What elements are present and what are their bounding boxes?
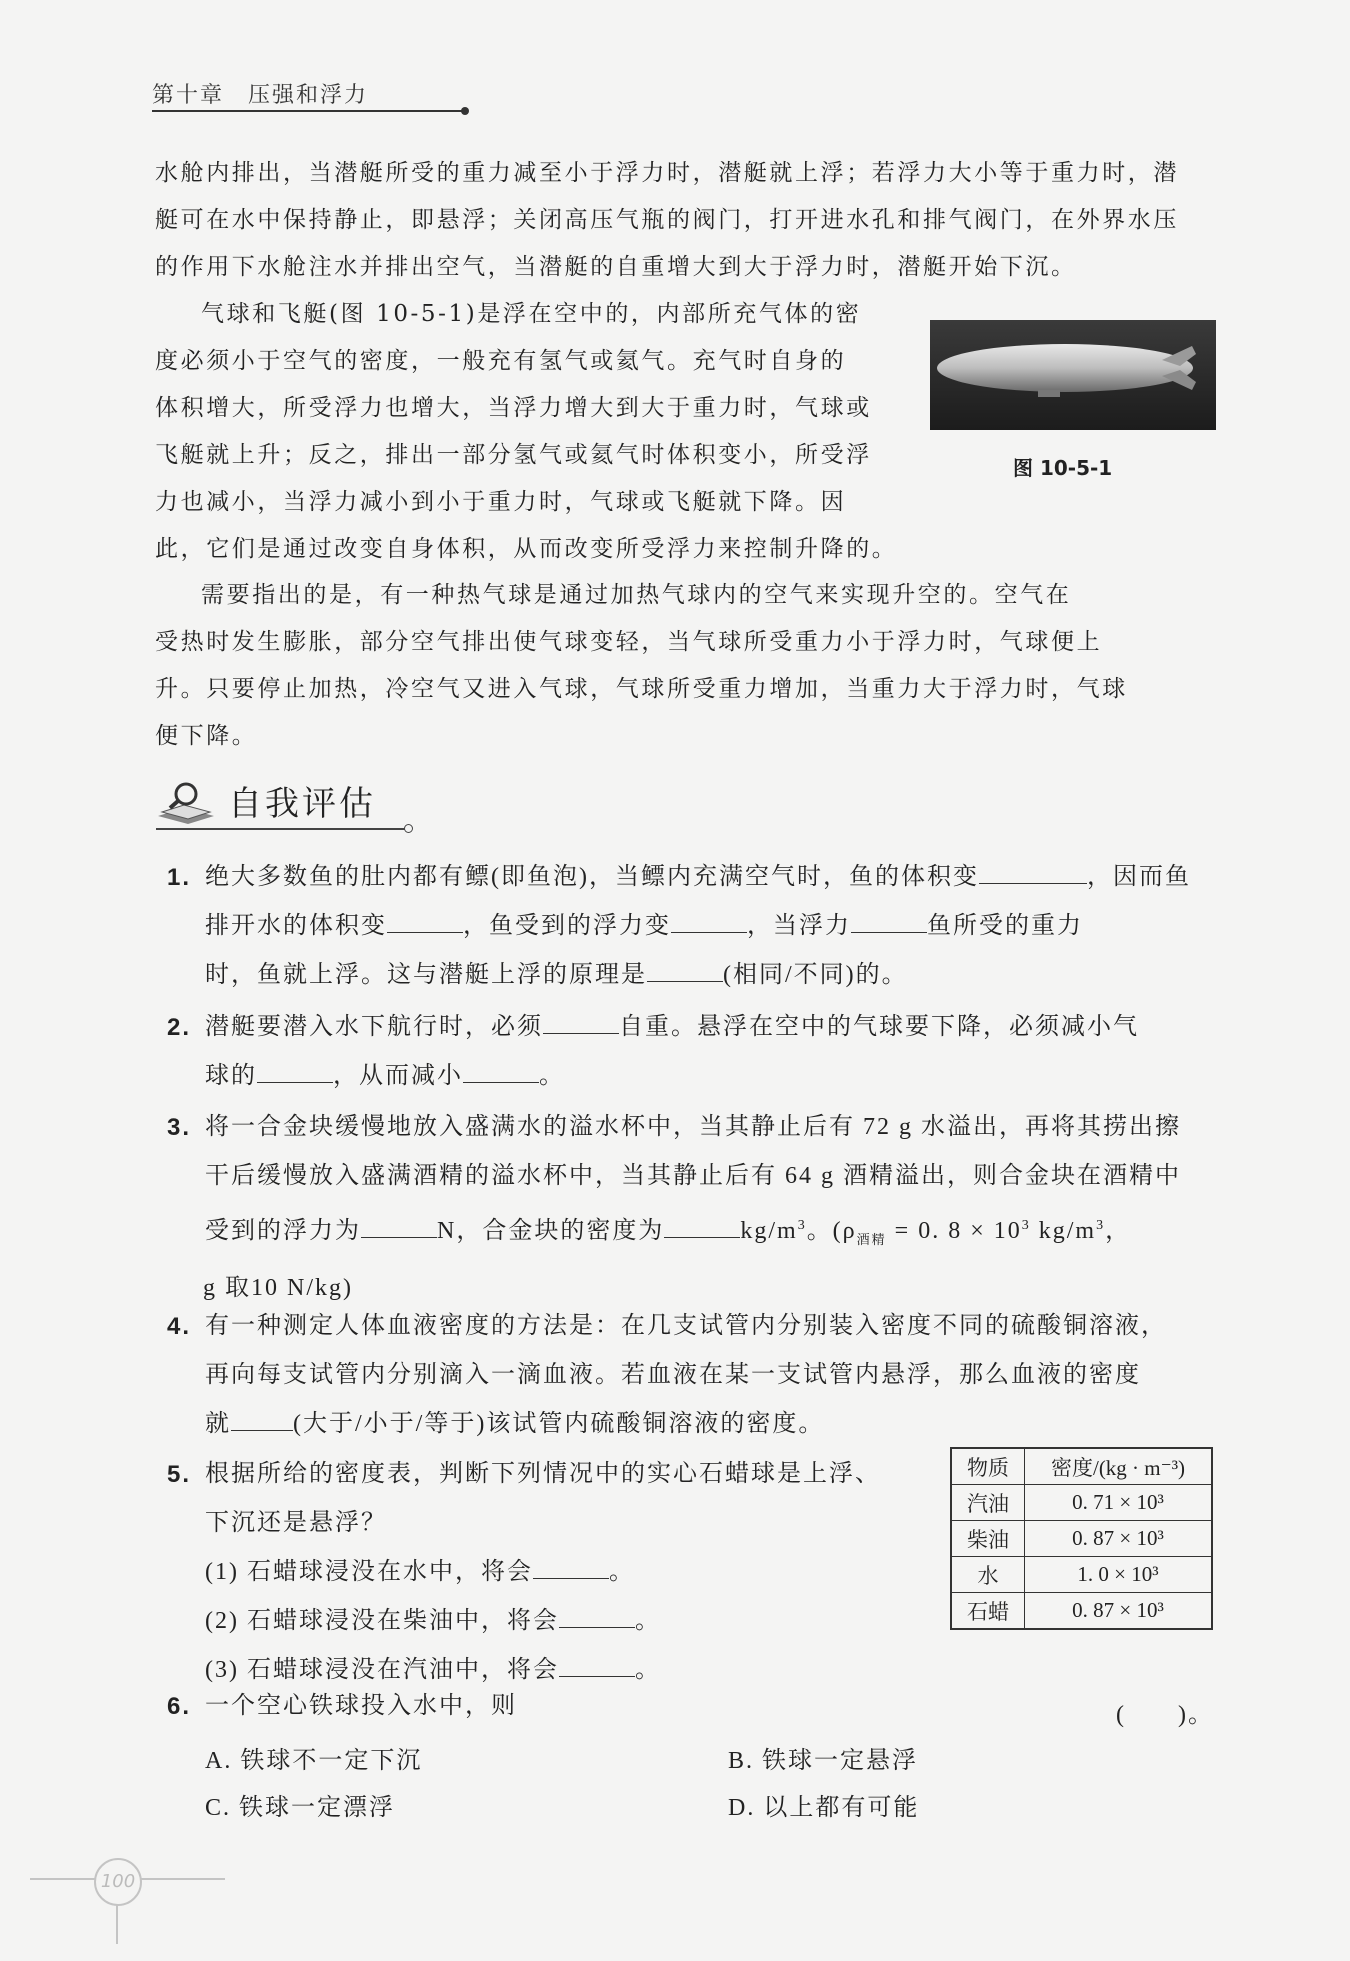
table-row (951, 1521, 1212, 1557)
table-header-cell: 物质 (951, 1448, 1025, 1485)
exponent: 3 (1096, 1218, 1106, 1233)
question-text: ，因而鱼 (1086, 864, 1191, 890)
figure-caption: 图 10-5-1 (1013, 456, 1113, 480)
question-text: 。 (608, 1559, 635, 1585)
table-row (951, 1557, 1212, 1593)
question-number: 3. (167, 1114, 192, 1141)
table-cell: 水 (951, 1557, 1025, 1593)
balloon-paragraph (155, 291, 900, 526)
option-d[interactable]: D. 以上都有可能 (728, 1795, 920, 1821)
answer-blank[interactable] (979, 861, 1087, 884)
question-text: 干后缓慢放入盛满酒精的溢水杯中，当其静止后有 64 g 酒精溢出，则合金块在酒精中 (205, 1163, 1181, 1189)
question-text: 鱼所受的重力 (927, 913, 1083, 939)
answer-blank[interactable] (559, 1654, 635, 1677)
chapter-header: 第十章 压强和浮力 (152, 83, 369, 108)
question-2 (167, 1003, 1139, 1101)
table-header-cell: 密度/(kg · m⁻³) (1025, 1448, 1213, 1485)
answer-blank[interactable] (647, 959, 723, 982)
text-line: 水舱内排出，当潜艇所受的重力减至小于浮力时，潜艇就上浮；若浮力大小等于重力时，潜 (155, 160, 1179, 186)
answer-blank[interactable] (533, 1556, 609, 1579)
question-text: (大于/小于/等于)该试管内硫酸铜溶液的密度。 (293, 1411, 825, 1437)
answer-blank[interactable] (543, 1011, 619, 1034)
question-text: 时，鱼就上浮。这与潜艇上浮的原理是 (205, 962, 647, 988)
question-text: kg/m (1030, 1218, 1097, 1244)
text-line: 便下降。 (155, 723, 258, 749)
text-line: 气球和飞艇(图 10-5-1)是浮在空中的，内部所充气体的密 (201, 301, 862, 327)
table-cell: 汽油 (951, 1485, 1025, 1521)
question-6 (167, 1682, 517, 1731)
question-text: 。 (634, 1608, 661, 1634)
text-line: 力也减小，当浮力减小到小于重力时，气球或飞艇就下降。因 (155, 489, 847, 515)
answer-blank[interactable] (387, 910, 463, 933)
text-line: 体积增大，所受浮力也增大，当浮力增大到大于重力时，气球或 (155, 395, 872, 421)
answer-parentheses[interactable]: ( )。 (1116, 1702, 1214, 1728)
option-b[interactable]: B. 铁球一定悬浮 (728, 1748, 919, 1774)
sub-question: (2) 石蜡球浸没在柴油中，将会 (205, 1608, 559, 1634)
table-cell: 柴油 (951, 1521, 1025, 1557)
page-number: 100 (94, 1858, 142, 1906)
header-rule-dot (461, 107, 469, 115)
question-5 (167, 1450, 881, 1695)
question-text: 自重。悬浮在空中的气球要下降，必须减小气 (619, 1014, 1139, 1040)
table-cell: 0. 87 × 10³ (1025, 1521, 1213, 1557)
table-cell: 0. 71 × 10³ (1025, 1485, 1213, 1521)
unit-text: kg/m (740, 1218, 798, 1244)
table-row (951, 1485, 1212, 1521)
question-4 (167, 1302, 1167, 1449)
table-cell: 1. 0 × 10³ (1025, 1557, 1213, 1593)
question-text: 绝大多数鱼的肚内都有鳔(即鱼泡)，当鳔内充满空气时，鱼的体积变 (205, 864, 979, 890)
question-number: 6. (167, 1693, 192, 1720)
question-text: 将一合金块缓慢地放入盛满水的溢水杯中，当其静止后有 72 g 水溢出，再将其捞出擦 (205, 1114, 1181, 1140)
text-line: 此，它们是通过改变自身体积，从而改变所受浮力来控制升降的。 (155, 536, 898, 562)
answer-blank[interactable] (257, 1060, 333, 1083)
density-table (950, 1447, 1213, 1630)
question-text: 再向每支试管内分别滴入一滴血液。若血液在某一支试管内悬浮，那么血液的密度 (205, 1362, 1141, 1388)
table-cell: 0. 87 × 10³ (1025, 1593, 1213, 1630)
text-line: 需要指出的是，有一种热气球是通过加热气球内的空气来实现升空的。空气在 (201, 582, 1072, 608)
hot-air-paragraph (155, 572, 1217, 760)
question-text: 。(ρ (806, 1218, 857, 1244)
answer-blank[interactable] (559, 1605, 635, 1628)
page-number-stem (116, 1904, 118, 1944)
answer-blank[interactable] (361, 1215, 437, 1238)
question-text: 根据所给的密度表，判断下列情况中的实心石蜡球是上浮、 (205, 1461, 881, 1487)
question-3 (167, 1103, 1181, 1313)
sub-question: (1) 石蜡球浸没在水中，将会 (205, 1559, 533, 1585)
question-text: 有一种测定人体血液密度的方法是：在几支试管内分别装入密度不同的硫酸铜溶液， (205, 1313, 1167, 1339)
question-text: 潜艇要潜入水下航行时，必须 (205, 1014, 543, 1040)
text-line: 飞艇就上升；反之，排出一部分氢气或氦气时体积变小，所受浮 (155, 442, 872, 468)
text-line: 艇可在水中保持静止，即悬浮；关闭高压气瓶的阀门，打开进水孔和排气阀门，在外界水压 (155, 207, 1179, 233)
question-text: 就 (205, 1411, 231, 1437)
text-line: 升。只要停止加热，冷空气又进入气球，气球所受重力增加，当重力大于浮力时，气球 (155, 676, 1128, 702)
magnifier-book-icon (156, 778, 216, 826)
question-text: 。 (539, 1063, 565, 1089)
header-rule (152, 110, 464, 112)
question-text: 下沉还是悬浮？ (205, 1510, 387, 1536)
exponent: 3 (797, 1218, 807, 1233)
section-rule-dot (404, 824, 413, 833)
option-c[interactable]: C. 铁球一定漂浮 (205, 1795, 396, 1821)
question-text: ，从而减小 (333, 1063, 463, 1089)
answer-blank[interactable] (231, 1408, 293, 1431)
question-text: N，合金块的密度为 (437, 1218, 665, 1244)
question-text: ，当浮力 (747, 913, 851, 939)
question-text: (相同/不同)的。 (723, 962, 908, 988)
answer-blank[interactable] (671, 910, 747, 933)
question-text: g 取10 N/kg) (203, 1274, 353, 1301)
question-1 (167, 853, 1191, 1000)
section-heading (156, 772, 416, 832)
question-number: 5. (167, 1461, 192, 1488)
question-number: 2. (167, 1014, 192, 1041)
question-text: 。 (634, 1657, 661, 1683)
intro-paragraph (155, 150, 1217, 291)
airship-photo (930, 320, 1216, 430)
table-header-row (951, 1448, 1212, 1485)
question-text: ，鱼受到的浮力变 (463, 913, 671, 939)
exponent: 3 (1021, 1218, 1031, 1233)
sub-question: (3) 石蜡球浸没在汽油中，将会 (205, 1657, 559, 1683)
question-number: 1. (167, 864, 192, 891)
answer-blank[interactable] (851, 910, 927, 933)
option-a[interactable]: A. 铁球不一定下沉 (205, 1748, 423, 1774)
balloon-paragraph-end (155, 526, 1217, 573)
section-title: 自我评估 (228, 784, 376, 824)
question-text: 排开水的体积变 (205, 913, 387, 939)
question-text: 一个空心铁球投入水中，则 (205, 1693, 517, 1719)
subscript: 酒精 (856, 1231, 887, 1247)
question-number: 4. (167, 1313, 192, 1340)
question-text: 球的 (205, 1063, 257, 1089)
text-line: 度必须小于空气的密度，一般充有氢气或氦气。充气时自身的 (155, 348, 847, 374)
question-text: ， (1105, 1218, 1132, 1244)
text-line: 的作用下水舱注水并排出空气，当潜艇的自重增大到大于浮力时，潜艇开始下沉。 (155, 254, 1077, 280)
question-text: = 0. 8 × 10 (886, 1218, 1022, 1244)
table-cell: 石蜡 (951, 1593, 1025, 1630)
answer-blank[interactable] (463, 1060, 539, 1083)
answer-blank[interactable] (664, 1215, 740, 1238)
section-rule (156, 828, 406, 830)
question-text: 受到的浮力为 (205, 1218, 361, 1244)
table-row (951, 1593, 1212, 1630)
text-line: 受热时发生膨胀，部分空气排出使气球变轻，当气球所受重力小于浮力时，气球便上 (155, 629, 1103, 655)
